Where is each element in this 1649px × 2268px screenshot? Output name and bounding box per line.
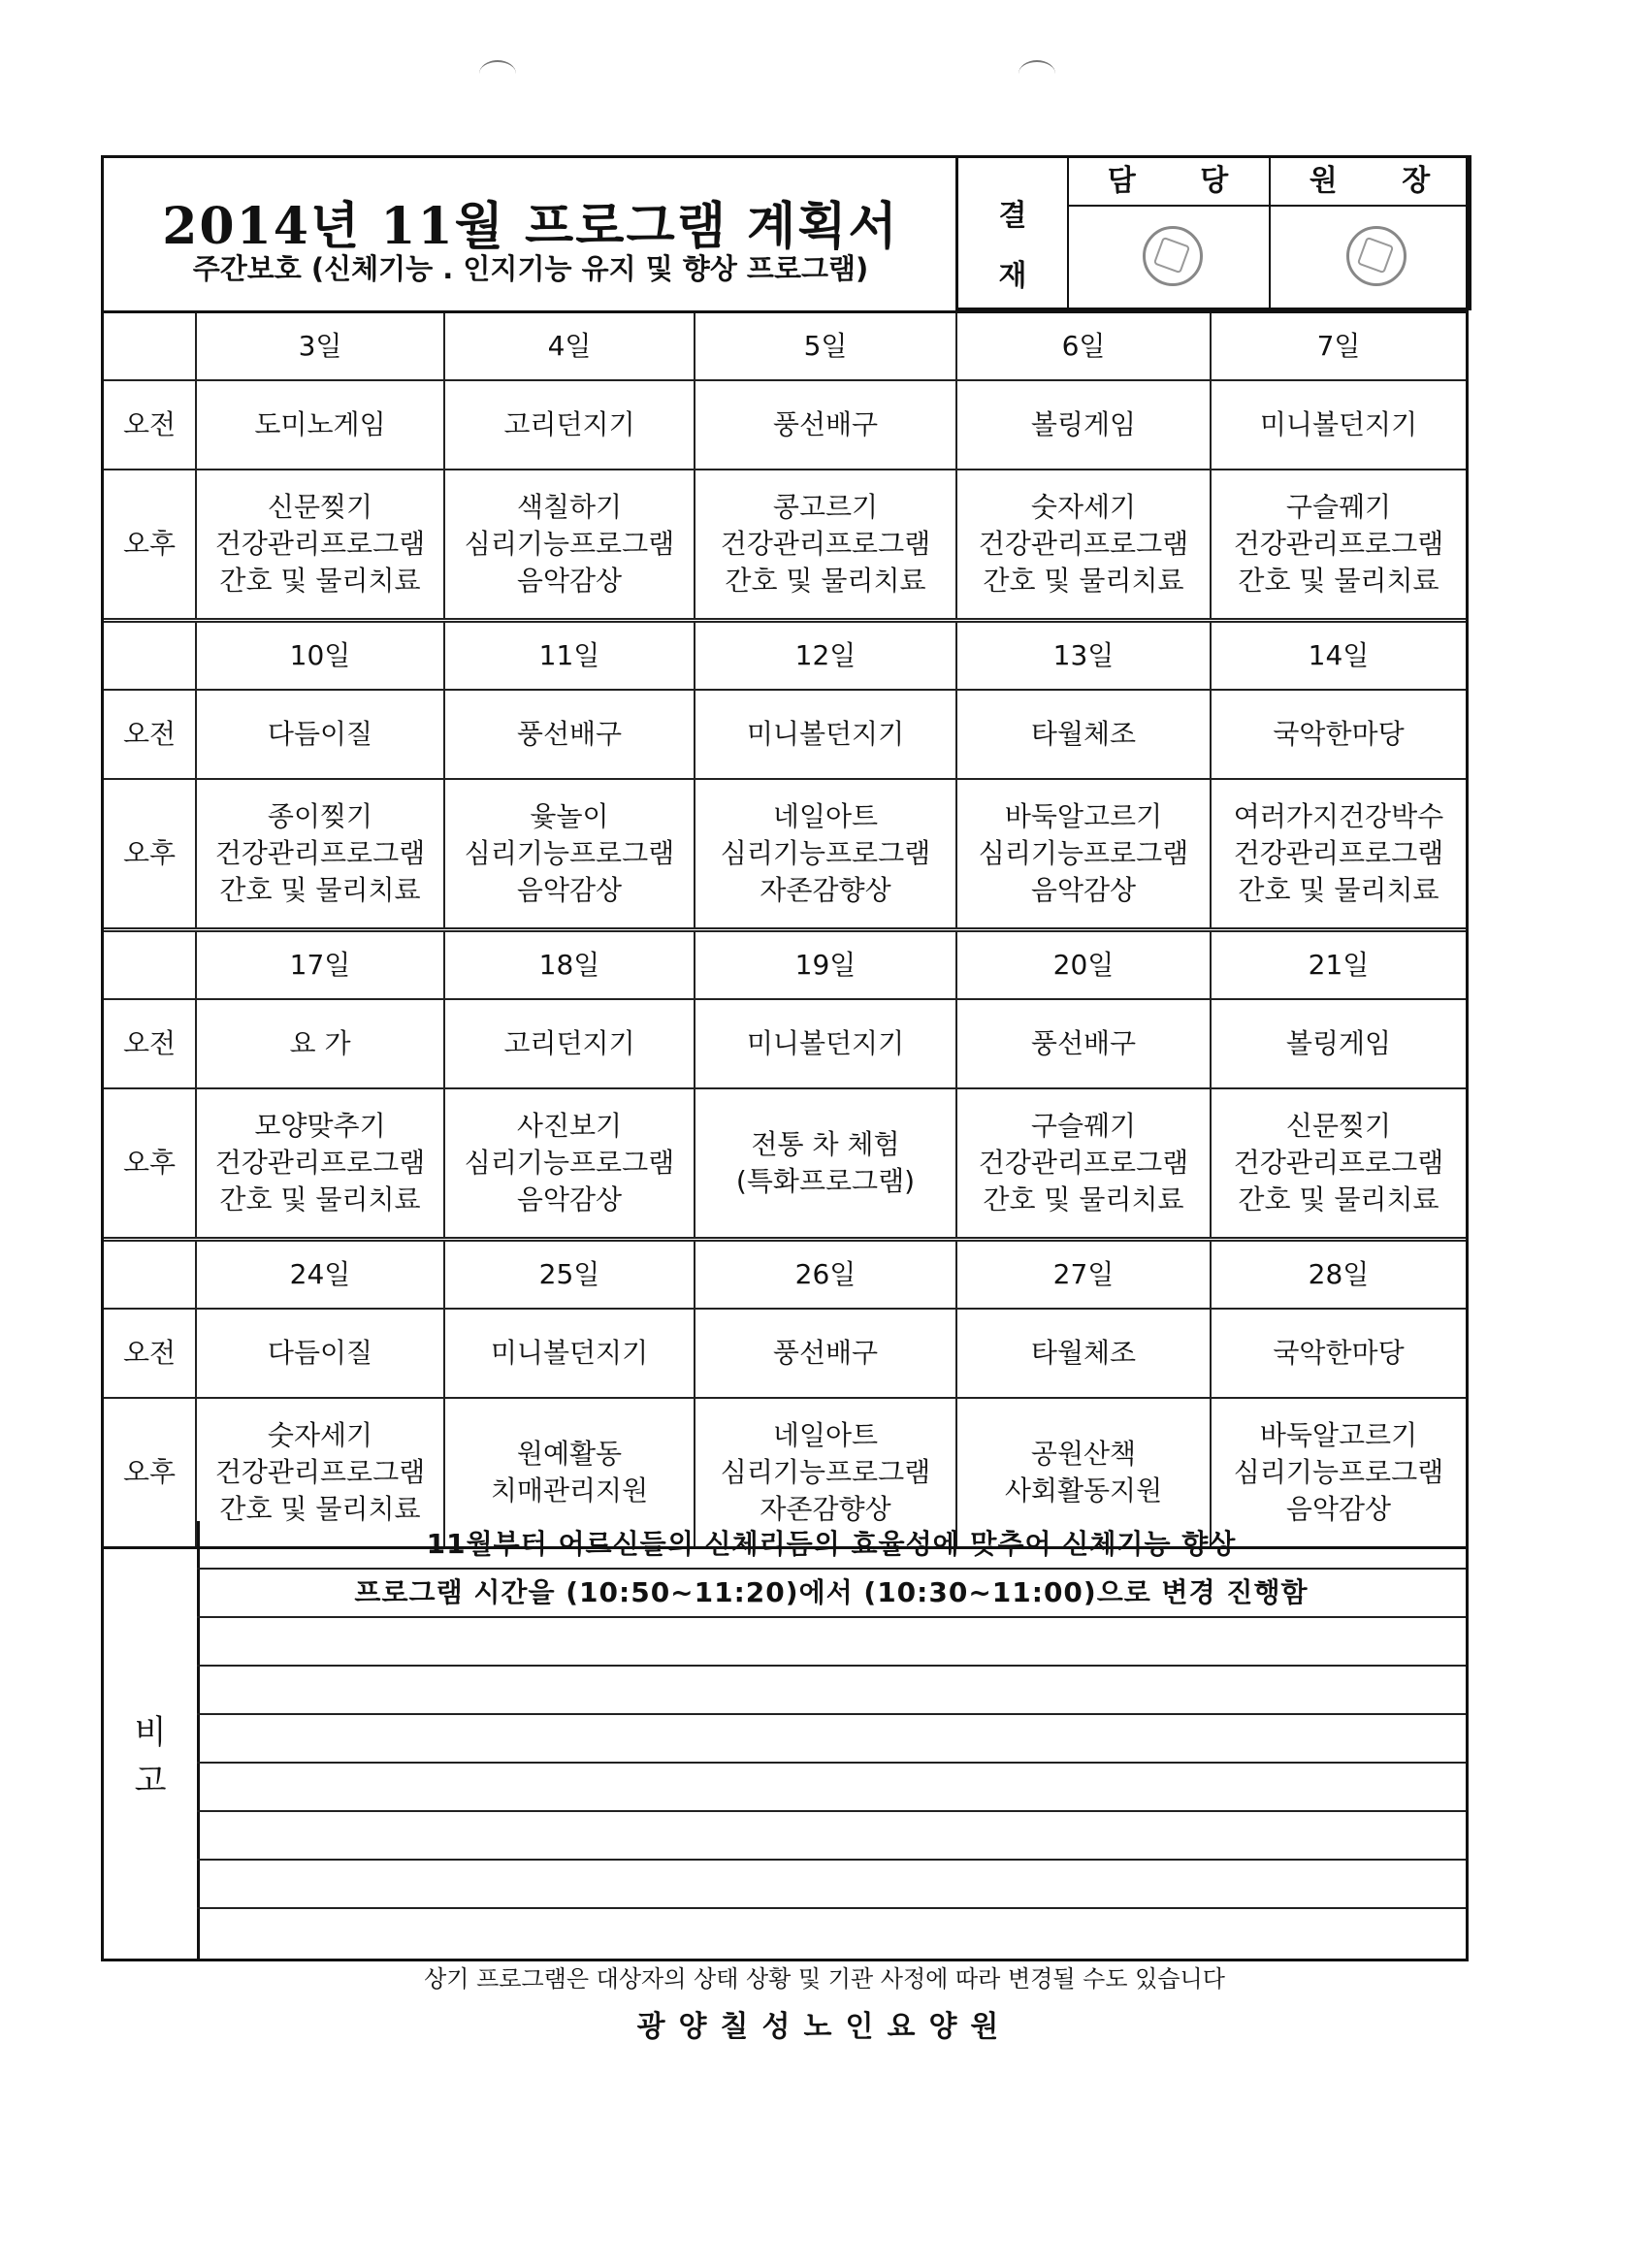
date-cell: 12일	[695, 623, 957, 689]
notes-blank-line	[197, 1764, 1466, 1812]
pm-activity-line: 건강관리프로그램	[214, 1147, 426, 1179]
pm-activity-line: 건강관리프로그램	[214, 837, 426, 869]
date-cell: 18일	[445, 932, 695, 998]
pm-activity-cell	[197, 1089, 445, 1237]
pm-label: 오후	[104, 1089, 197, 1237]
am-activity: 도미노게임	[197, 381, 445, 469]
notes-blank-line	[197, 1909, 1466, 1956]
pm-activity-line: 바둑알고르기	[1004, 800, 1163, 832]
notes-line: 11월부터 어르신들의 신체리듬의 효율성에 맞추어 신체기능 향상	[197, 1521, 1466, 1570]
am-activity: 미니볼던지기	[695, 1000, 957, 1087]
am-activity: 고리던지기	[445, 381, 695, 469]
pm-activity-line: 자존감향상	[760, 874, 891, 906]
footer-note: 상기 프로그램은 대상자의 상태 상황 및 기관 사정에 따라 변경될 수도 있습니다	[424, 1965, 1225, 1993]
pm-activity-line: 건강관리프로그램	[214, 528, 426, 560]
pm-activity-line: 음악감상	[516, 565, 623, 597]
am-activity: 미니볼던지기	[445, 1310, 695, 1397]
pm-activity-cell	[957, 1089, 1212, 1237]
date-cell: 25일	[445, 1242, 695, 1308]
pm-activity-line: 바둑알고르기	[1259, 1419, 1418, 1451]
pm-activity-line: 모양맞추기	[254, 1110, 386, 1142]
pm-activity-line: 간호 및 물리치료	[219, 1493, 421, 1525]
am-row	[104, 1310, 1466, 1399]
am-activity: 국악한마당	[1273, 718, 1405, 750]
approval-col-manager	[1067, 158, 1271, 308]
pm-activity-line: 간호 및 물리치료	[219, 874, 421, 906]
date-cell: 13일	[957, 623, 1212, 689]
row-label-empty	[104, 623, 197, 689]
approval-label-bottom: 재	[998, 259, 1027, 293]
notes-blank-line	[197, 1812, 1466, 1861]
pm-activity-cell	[957, 470, 1212, 618]
pm-activity-line: 전통 차 체험	[751, 1128, 900, 1160]
date-row	[104, 932, 1466, 1000]
date-cell: 6일	[957, 313, 1212, 379]
am-row	[104, 381, 1466, 470]
notes-line: 프로그램 시간을 (10:50~11:20)에서 (10:30~11:00)으로 변경 진행함	[197, 1570, 1466, 1618]
pm-activity-line: 음악감상	[1285, 1493, 1392, 1525]
pm-activity-line: 심리기능프로그램	[978, 837, 1189, 869]
notes-label-bottom: 고	[134, 1762, 167, 1800]
pm-activity-cell	[445, 1089, 695, 1237]
pm-activity-line: 간호 및 물리치료	[1238, 1183, 1439, 1215]
pm-activity-line: 신문찢기	[1285, 1110, 1392, 1142]
pm-activity-line: 간호 및 물리치료	[983, 1183, 1184, 1215]
pm-activity-line: 종이찢기	[267, 800, 373, 832]
pm-activity-line: 음악감상	[516, 1183, 623, 1215]
am-activity: 국악한마당	[1273, 1337, 1405, 1369]
am-activity: 타월체조	[957, 691, 1212, 778]
date-cell: 19일	[695, 932, 957, 998]
date-cell: 26일	[695, 1242, 957, 1308]
pm-activity-cell	[197, 780, 445, 927]
am-row	[104, 1000, 1466, 1089]
pm-activity-line: 건강관리프로그램	[1233, 837, 1444, 869]
date-cell: 3일	[197, 313, 445, 379]
date-cell: 7일	[1316, 330, 1361, 362]
am-activity: 고리던지기	[445, 1000, 695, 1087]
pm-activity-line: 간호 및 물리치료	[1238, 565, 1439, 597]
pm-activity-line: 네일아트	[772, 1419, 879, 1451]
date-cell: 14일	[1308, 639, 1370, 671]
pm-activity-line: 심리기능프로그램	[464, 528, 675, 560]
pm-activity-line: 건강관리프로그램	[978, 1147, 1189, 1179]
pm-activity-line: 색칠하기	[516, 491, 623, 523]
notes-lines	[197, 1521, 1466, 1956]
pm-activity-cell	[695, 470, 957, 618]
pm-label: 오후	[104, 1399, 197, 1546]
am-activity: 풍선배구	[445, 691, 695, 778]
punch-hole-right	[1018, 60, 1055, 87]
pm-activity-line: 숫자세기	[1030, 491, 1137, 523]
date-cell: 11일	[445, 623, 695, 689]
pm-activity-line: 건강관리프로그램	[978, 528, 1189, 560]
pm-activity-line: 네일아트	[772, 800, 879, 832]
pm-activity-line: 여러가지건강박수	[1233, 800, 1444, 832]
notes-blank-line	[197, 1715, 1466, 1764]
row-label-empty	[104, 1242, 197, 1308]
pm-activity-line: 간호 및 물리치료	[983, 565, 1184, 597]
am-label: 오전	[104, 1000, 197, 1087]
pm-activity-line: 건강관리프로그램	[1233, 528, 1444, 560]
date-row	[104, 313, 1466, 381]
am-activity: 다듬이질	[197, 1310, 445, 1397]
pm-activity-line: 구슬꿰기	[1285, 491, 1392, 523]
page-subtitle: 주간보호 (신체기능 . 인지기능 유지 및 향상 프로그램)	[192, 252, 869, 285]
date-cell: 20일	[957, 932, 1212, 998]
date-cell: 5일	[695, 313, 957, 379]
pm-activity-line: 구슬꿰기	[1030, 1110, 1137, 1142]
pm-activity-line: 건강관리프로그램	[720, 528, 931, 560]
am-label: 오전	[104, 1310, 197, 1397]
notes-section	[101, 1521, 1469, 1961]
pm-activity-line: (특화프로그램)	[735, 1165, 916, 1197]
am-label: 오전	[104, 381, 197, 469]
approval-col-manager-label: 담 당	[1067, 158, 1269, 207]
am-activity: 타월체조	[957, 1310, 1212, 1397]
pm-activity-line: 원예활동	[516, 1438, 623, 1470]
pm-activity-line: 간호 및 물리치료	[725, 565, 926, 597]
title-box	[104, 158, 957, 310]
pm-activity-line: 음악감상	[516, 874, 623, 906]
pm-activity-line: 심리기능프로그램	[720, 837, 931, 869]
approval-col-director-label: 원 장	[1271, 158, 1469, 207]
date-cell: 28일	[1308, 1258, 1370, 1290]
pm-activity-line: 윷놀이	[530, 800, 609, 832]
pm-activity-line: 심리기능프로그램	[464, 1147, 675, 1179]
pm-label: 오후	[104, 470, 197, 618]
approval-box	[955, 155, 1471, 310]
am-row	[104, 691, 1466, 780]
pm-activity-line: 심리기능프로그램	[464, 837, 675, 869]
pm-activity-line: 심리기능프로그램	[1233, 1456, 1444, 1488]
am-activity: 미니볼던지기	[695, 691, 957, 778]
pm-label: 오후	[104, 780, 197, 927]
row-label-empty	[104, 932, 197, 998]
row-label-empty	[104, 313, 197, 379]
pm-activity-cell	[445, 780, 695, 927]
notes-label-top: 비	[134, 1713, 167, 1752]
pm-activity-line: 공원산책	[1030, 1438, 1137, 1470]
approval-label-top: 결	[998, 199, 1027, 233]
pm-activity-line: 치매관리지원	[490, 1474, 649, 1507]
pm-activity-cell	[695, 1089, 957, 1237]
pm-row	[104, 1089, 1466, 1242]
notes-blank-line	[197, 1667, 1466, 1715]
notes-blank-line	[197, 1618, 1466, 1667]
document-header	[101, 155, 1469, 310]
page-title: 2014년 11월 프로그램 계획서	[162, 197, 899, 256]
pm-activity-line: 간호 및 물리치료	[219, 565, 421, 597]
pm-activity-line: 자존감향상	[760, 1493, 891, 1525]
am-activity: 다듬이질	[197, 691, 445, 778]
am-activity: 볼링게임	[1285, 1027, 1392, 1059]
pm-activity-line: 건강관리프로그램	[214, 1456, 426, 1488]
pm-activity-line: 사진보기	[516, 1110, 623, 1142]
pm-activity-line: 간호 및 물리치료	[219, 1183, 421, 1215]
pm-activity-line: 간호 및 물리치료	[1238, 874, 1439, 906]
date-cell: 10일	[197, 623, 445, 689]
date-cell: 4일	[445, 313, 695, 379]
pm-activity-line: 콩고르기	[772, 491, 879, 523]
date-cell: 17일	[197, 932, 445, 998]
date-row	[104, 1242, 1466, 1310]
pm-activity-line: 심리기능프로그램	[720, 1456, 931, 1488]
schedule-table	[101, 310, 1469, 1549]
am-label: 오전	[104, 691, 197, 778]
notes-label	[104, 1521, 200, 1959]
date-cell: 24일	[197, 1242, 445, 1308]
am-activity: 볼링게임	[957, 381, 1212, 469]
pm-activity-cell	[445, 470, 695, 618]
pm-row	[104, 470, 1466, 623]
date-cell: 21일	[1308, 949, 1370, 981]
pm-activity-cell	[1212, 1089, 1466, 1237]
am-activity: 풍선배구	[695, 381, 957, 469]
pm-activity-line: 사회활동지원	[1004, 1474, 1163, 1507]
approval-col-director	[1271, 158, 1469, 308]
pm-activity-line: 신문찢기	[267, 491, 373, 523]
approval-label	[958, 158, 1069, 308]
director-seal-icon	[1346, 226, 1406, 286]
footer-organization: 광양칠성노인요양원	[636, 2010, 1013, 2044]
pm-activity-line: 음악감상	[1030, 874, 1137, 906]
pm-row	[104, 780, 1466, 932]
notes-blank-line	[197, 1861, 1466, 1909]
punch-hole-left	[479, 60, 516, 87]
manager-seal-icon	[1143, 226, 1203, 286]
pm-activity-cell	[957, 780, 1212, 927]
pm-activity-cell	[1212, 780, 1466, 927]
date-cell: 27일	[957, 1242, 1212, 1308]
am-activity: 미니볼던지기	[1259, 408, 1418, 440]
pm-activity-line: 건강관리프로그램	[1233, 1147, 1444, 1179]
date-row	[104, 623, 1466, 691]
am-activity: 요 가	[197, 1000, 445, 1087]
am-activity: 풍선배구	[957, 1000, 1212, 1087]
pm-activity-cell	[197, 470, 445, 618]
pm-activity-cell	[695, 780, 957, 927]
pm-activity-line: 숫자세기	[267, 1419, 373, 1451]
pm-activity-cell	[1212, 470, 1466, 618]
am-activity: 풍선배구	[695, 1310, 957, 1397]
